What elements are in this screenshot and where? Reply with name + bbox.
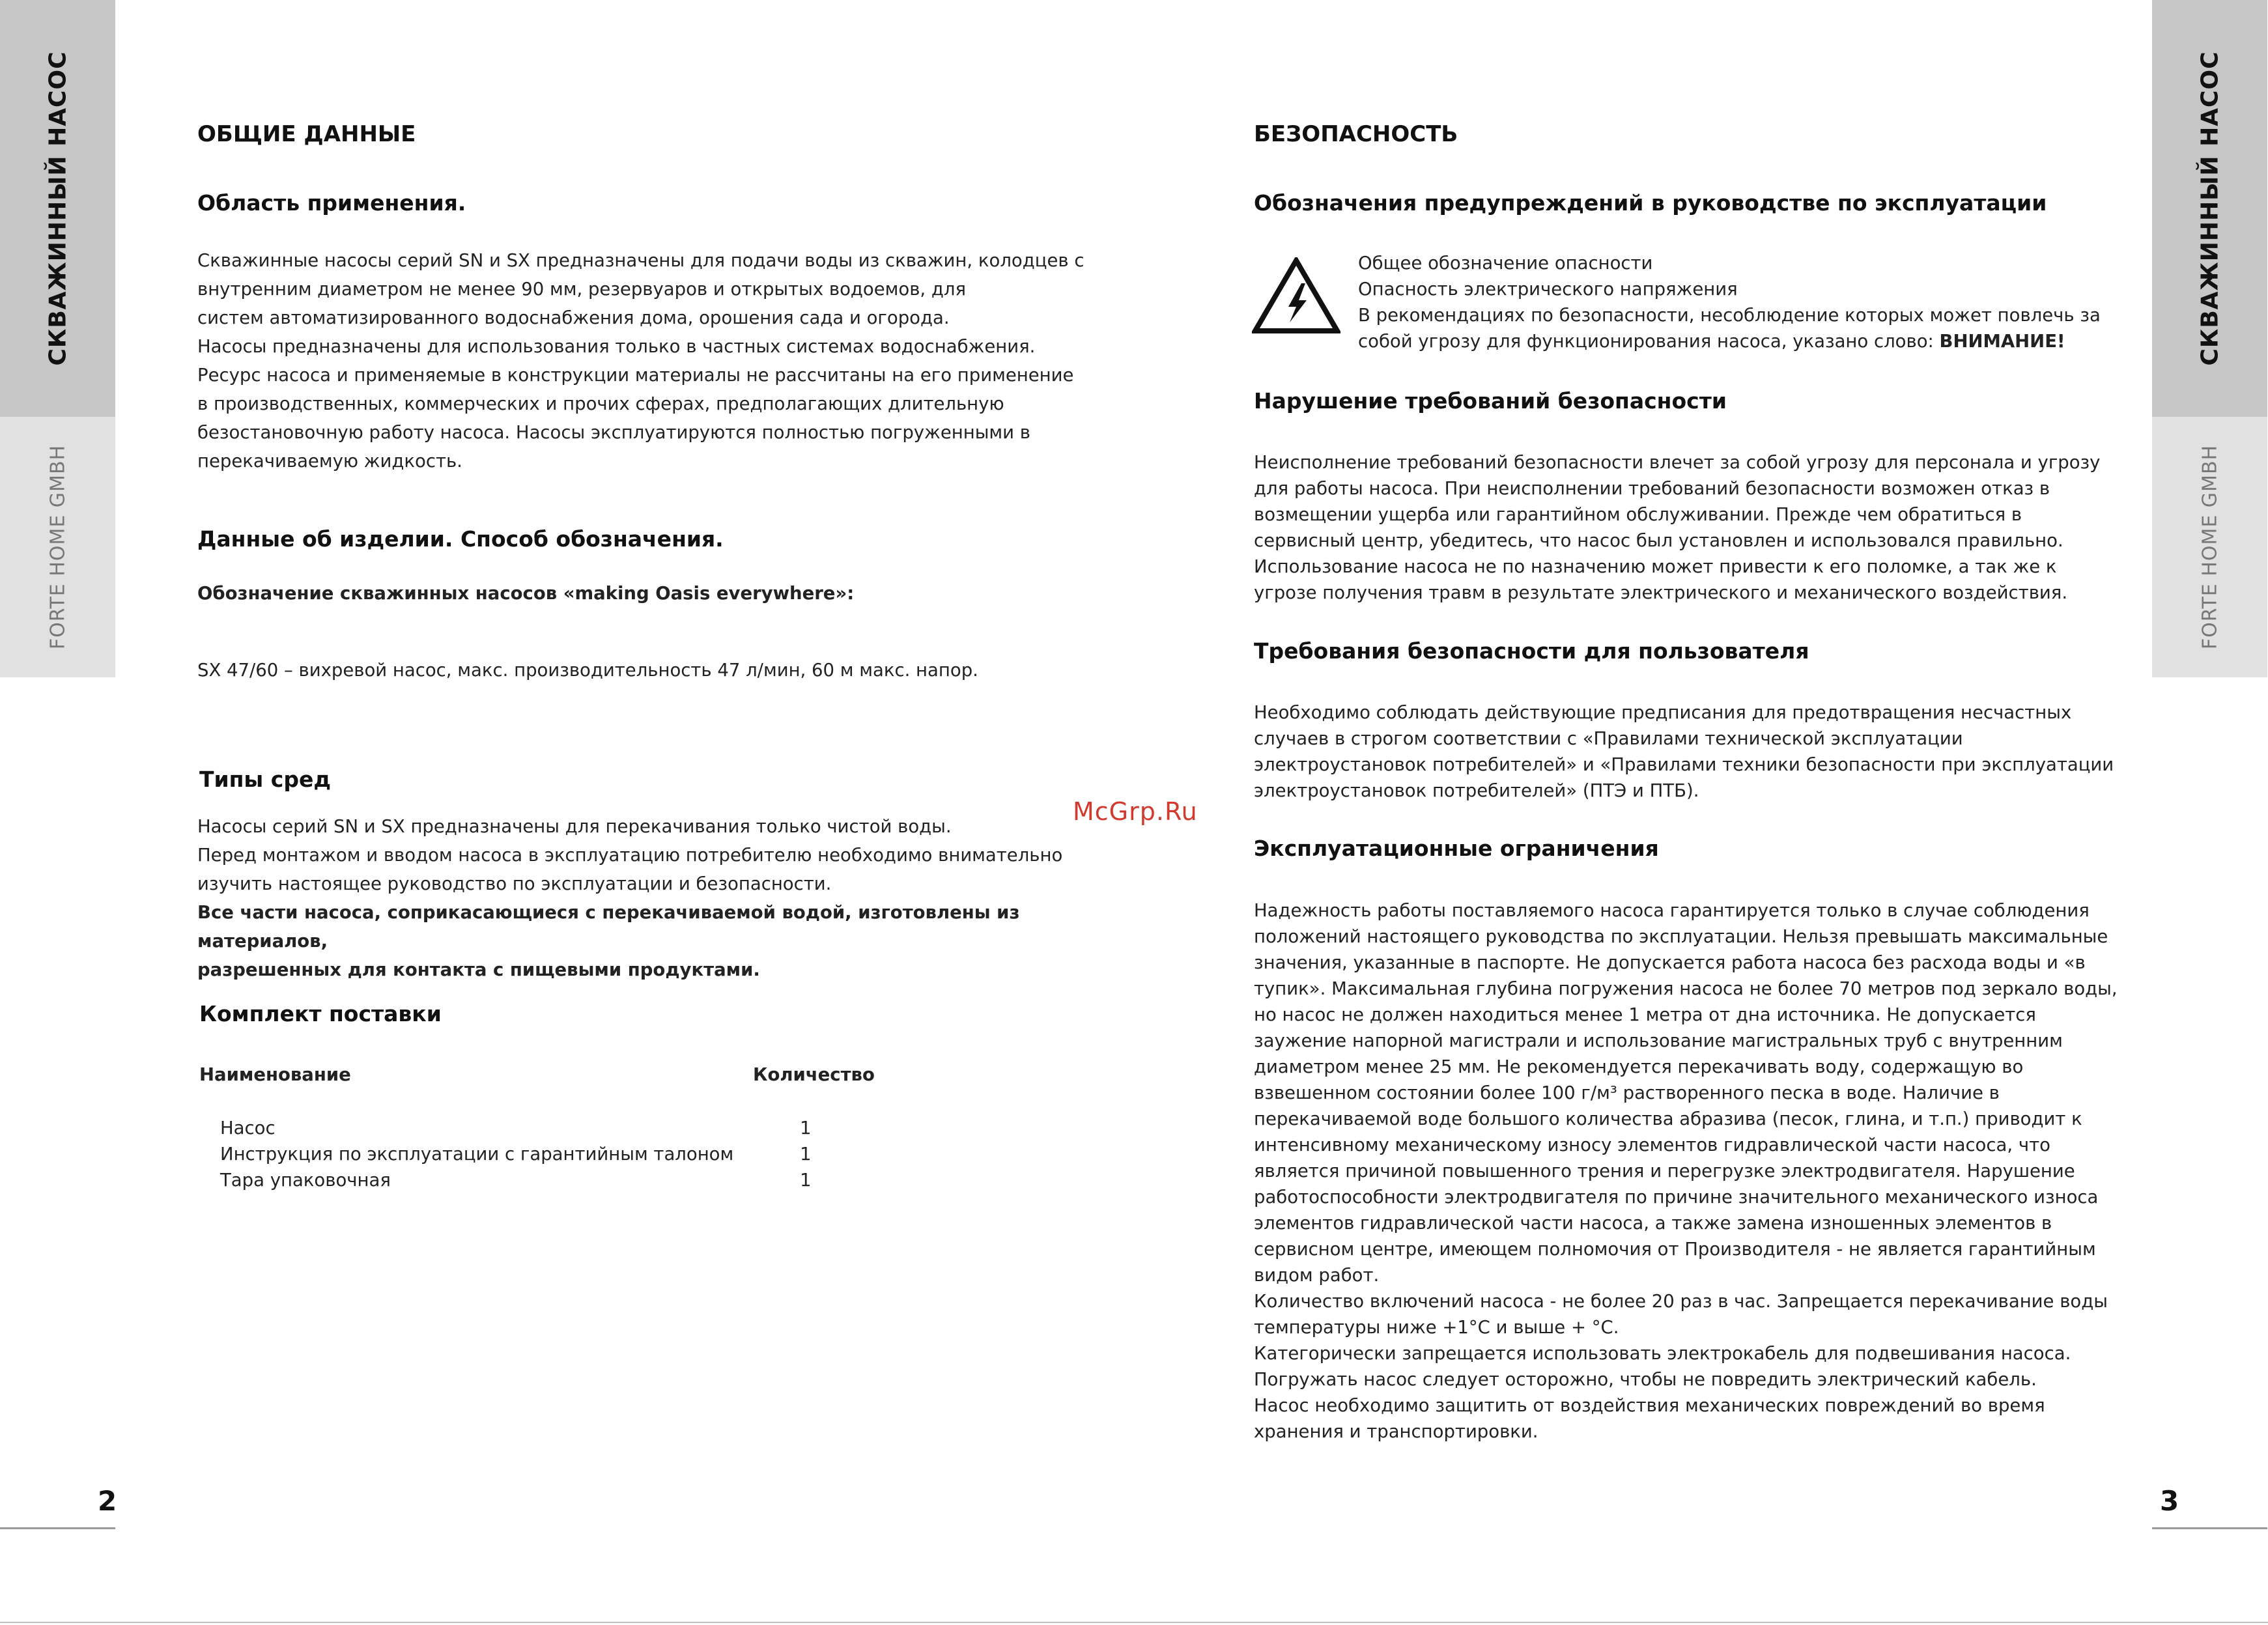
text-line: собой угрозу для функционирования насоса, указано слово: ВНИМАНИЕ! xyxy=(1358,331,2065,352)
text-line: Количество включений насоса - не более 20 раз в час. Запрещается перекачивание воды xyxy=(1254,1291,2108,1312)
text-line: взвешенном состоянии более 100 г/м³ растворенного песка в воде. Наличие в xyxy=(1254,1082,2000,1103)
violation-text xyxy=(1254,449,2140,606)
text-line: в производственных, коммерческих и прочих сферах, предполагающих длительную xyxy=(197,393,1004,414)
text-line: Перед монтажом и вводом насоса в эксплуатацию потребителю необходимо внимательно xyxy=(197,845,1063,866)
table-row xyxy=(199,1115,875,1141)
text-line: положений настоящего руководства по эксплуатации. Нельзя превышать максимальные xyxy=(1254,926,2108,947)
application-text xyxy=(197,246,1109,475)
page-number-rule-left xyxy=(0,1527,115,1529)
text-line: угрозе получения травм в результате электрического и механического воздействия. xyxy=(1254,582,2068,603)
table-row xyxy=(199,1141,875,1167)
supply-col-qty: Количество xyxy=(753,1064,875,1085)
text-line: перекачиваемой воде большого количества абразива (песок, глина, и т.п.) приводит к xyxy=(1254,1109,2082,1129)
right-side-tab-title xyxy=(2152,0,2267,417)
text-line: систем автоматизированного водоснабжения дома, орошения сада и огорода. xyxy=(197,307,950,328)
supply-item-qty: 1 xyxy=(800,1170,812,1191)
text-line: Ресурс насоса и применяемые в конструкции материалы не рассчитаны на его применение xyxy=(197,365,1074,386)
text-line: Неисполнение требований безопасности влечет за собой угрозу для персонала и угрозу xyxy=(1254,452,2101,473)
user-requirements-heading: Требования безопасности для пользователя xyxy=(1254,638,1809,664)
limitations-heading: Эксплуатационные ограничения xyxy=(1254,836,1659,861)
text-line: перекачиваемую жидкость. xyxy=(197,451,462,472)
text-line: В рекомендациях по безопасности, несоблюдение которых может повлечь за xyxy=(1358,305,2101,326)
text-line: работоспособности электродвигателя по причине значительного механического износа xyxy=(1254,1187,2099,1208)
product-model-line: SX 47/60 – вихревой насос, макс. производительность 47 л/мин, 60 м макс. напор. xyxy=(197,660,978,681)
supply-header-row xyxy=(199,1060,875,1089)
text-line: электроустановок потребителей» (ПТЭ и ПТБ). xyxy=(1254,780,1699,801)
text-line: заужение напорной магистрали и использование магистральных труб с внутренним xyxy=(1254,1030,2063,1051)
limitations-text xyxy=(1254,897,2146,1445)
right-side-tab-company xyxy=(2152,417,2267,677)
supply-table-wrap xyxy=(199,1060,875,1193)
text-line: значения, указанные в паспорте. Не допускается работа насоса без расхода воды и «в xyxy=(1254,952,2086,973)
page-number-left: 2 xyxy=(98,1485,117,1517)
product-heading: Данные об изделии. Способ обозначения. xyxy=(197,526,724,552)
text-line-bold: разрешенных для контакта с пищевыми продуктами. xyxy=(197,959,760,980)
text-line: внутренним диаметром не менее 90 мм, резервуаров и открытых водоемов, для xyxy=(197,279,967,300)
media-heading: Типы сред xyxy=(199,767,331,792)
side-company-left: FORTE HOME GMBH xyxy=(46,444,69,650)
supply-item-qty: 1 xyxy=(800,1118,812,1138)
left-side-tab-title xyxy=(0,0,115,417)
user-requirements-text xyxy=(1254,699,2140,804)
text-line: Категорически запрещается использовать электрокабель для подвешивания насоса. xyxy=(1254,1343,2071,1364)
application-heading: Область применения. xyxy=(197,190,466,216)
electric-hazard-icon xyxy=(1252,257,1340,334)
bottom-rule xyxy=(0,1622,2268,1623)
supply-col-name: Наименование xyxy=(199,1064,351,1085)
text-line-bold: Все части насоса, соприкасающиеся с перекачиваемой водой, изготовлены из материалов, xyxy=(197,902,1020,952)
text-line: Необходимо соблюдать действующие предписания для предотвращения несчастных xyxy=(1254,702,2072,723)
text-line: является причиной повышенного трения и перегрузке электродвигателя. Нарушение xyxy=(1254,1161,2075,1181)
table-row xyxy=(199,1167,875,1193)
supply-table xyxy=(199,1060,875,1193)
text-line: Использование насоса не по назначению может привести к его поломке, а так же к xyxy=(1254,556,2057,577)
text-line: электроустановок потребителей» и «Правилами техники безопасности при эксплуатации xyxy=(1254,754,2114,775)
left-side-tab-company xyxy=(0,417,115,677)
side-title-left: СКВАЖИННЫЙ НАСОС xyxy=(44,51,71,366)
text-line: Насосы серий SN и SX предназначены для перекачивания только чистой воды. xyxy=(197,816,952,837)
text-line: возмещении ущерба или гарантийном обслуживании. Прежде чем обратиться в xyxy=(1254,504,2022,525)
supply-item-qty: 1 xyxy=(800,1144,812,1165)
supply-item-name: Тара упаковочная xyxy=(220,1170,391,1191)
supply-item-name: Инструкция по эксплуатации с гарантийным талоном xyxy=(220,1144,734,1165)
right-section-title: БЕЗОПАСНОСТЬ xyxy=(1254,121,1458,147)
media-text xyxy=(197,812,1109,984)
text-line: изучить настоящее руководство по эксплуатации и безопасности. xyxy=(197,873,832,894)
text-line: сервисный центр, убедитесь, что насос был установлен и использовался правильно. xyxy=(1254,530,2063,551)
text-line: элементов гидравлической части насоса, а также замена изношенных элементов в xyxy=(1254,1213,2052,1234)
attention-word: ВНИМАНИЕ! xyxy=(1939,331,2065,352)
text-line: температуры ниже +1°С и выше + °С. xyxy=(1254,1317,1619,1338)
text-line: Надежность работы поставляемого насоса гарантируется только в случае соблюдения xyxy=(1254,900,2090,921)
text-line: Общее обозначение опасности xyxy=(1358,253,1653,274)
violation-heading: Нарушение требований безопасности xyxy=(1254,388,1727,414)
warnings-heading: Обозначения предупреждений в руководстве по эксплуатации xyxy=(1254,190,2047,216)
supply-item-name: Насос xyxy=(220,1118,276,1138)
text-line: для работы насоса. При неисполнении требований безопасности возможен отказ в xyxy=(1254,478,2050,499)
text-line: безостановочную работу насоса. Насосы эксплуатируются полностью погруженными в xyxy=(197,422,1030,443)
text-line: хранения и транспортировки. xyxy=(1254,1421,1538,1442)
page-number-rule-right xyxy=(2152,1527,2267,1529)
supply-heading: Комплект поставки xyxy=(199,1001,442,1026)
watermark: McGrp.Ru xyxy=(1073,797,1198,826)
text-line: диаметром менее 25 мм. Не рекомендуется перекачивать воду, содержащую во xyxy=(1254,1056,2024,1077)
text-line: интенсивному механическому износу элементов гидравлической части насоса, что xyxy=(1254,1135,2050,1155)
text-line: Насос необходимо защитить от воздействия механических повреждений во время xyxy=(1254,1395,2045,1416)
text-line: сервисном центре, имеющем полномочия от Производителя - не является гарантийным xyxy=(1254,1239,2096,1260)
text-line: Скважинные насосы серий SN и SX предназначены для подачи воды из скважин, колодцев с xyxy=(197,250,1084,271)
side-title-right: СКВАЖИННЫЙ НАСОС xyxy=(2196,51,2223,366)
text-line: тупик». Максимальная глубина погружения насоса не более 70 метров под зеркало воды, xyxy=(1254,978,2118,999)
text-line: видом работ. xyxy=(1254,1265,1380,1286)
text-line: Погружать насос следует осторожно, чтобы не повредить электрический кабель. xyxy=(1254,1369,2037,1390)
page-number-right: 3 xyxy=(2160,1485,2179,1517)
side-company-right: FORTE HOME GMBH xyxy=(2198,444,2221,650)
text-line: случаев в строгом соответствии с «Правилами технической эксплуатации xyxy=(1254,728,1963,749)
text-line: но насос не должен находиться менее 1 метра от дна источника. Не допускается xyxy=(1254,1004,2036,1025)
text-line: Насосы предназначены для использования только в частных системах водоснабжения. xyxy=(197,336,1036,357)
product-subheading: Обозначение скважинных насосов «making Oasis everywhere»: xyxy=(197,583,855,604)
text-line: Опасность электрического напряжения xyxy=(1358,279,1738,300)
left-section-title: ОБЩИЕ ДАННЫЕ xyxy=(197,121,416,147)
warnings-text xyxy=(1358,250,2153,354)
